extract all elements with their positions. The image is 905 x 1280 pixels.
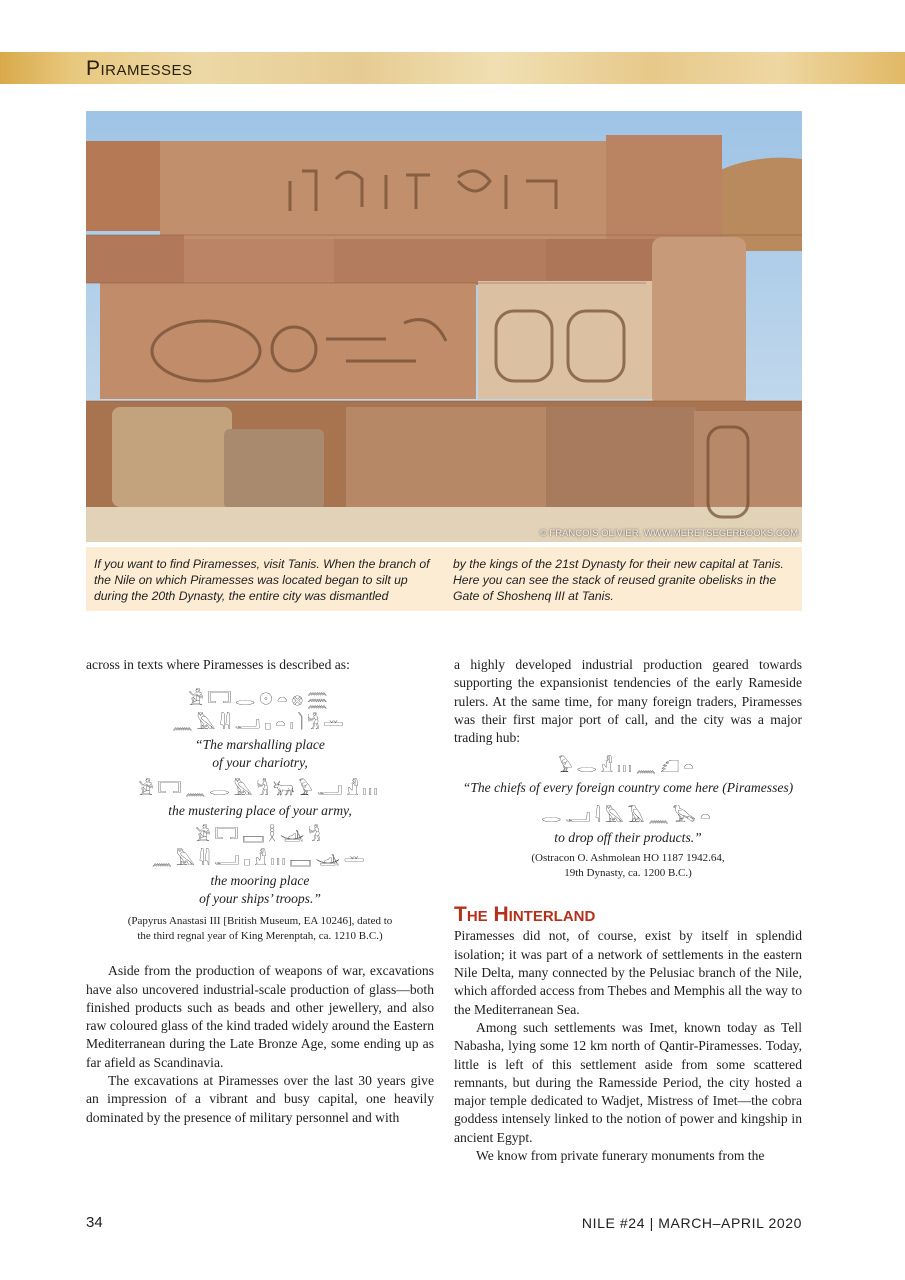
photo-caption [86,547,802,611]
hieroglyph-line-icon: 𓅱𓂋𓀭𓏥𓈖𓆎𓏏 [558,757,698,778]
source-ostracon-line2: 19th Dynasty, ca. 1200 B.C.) [564,867,692,880]
hieroglyph-line-icon: 𓀀𓉐𓂋𓇳𓏏𓊖𓈗 [188,690,332,711]
paragraph-imet: Among such settlements was Imet, known today as Tell Nabasha, lying some 12 km north of Qantir-Piramesses. Today, little is left of this settlement aside from some scattered remnants, but during the Ramesside Period, the city hosted a major temple dedicated to Wadjet, Mistress of Imet—the cobra goddess intensely linked to the notion of power and kingship in ancient Egypt. [454,1019,802,1145]
paragraph-industrial-production: a highly developed industrial production geared towards supporting the expansionist tendencies of the early Rameside rulers. At the same time, for many foreign traders, Piramesses was their first major port of call, and the city was a major trading hub: [454,657,802,746]
hieroglyph-line-icon: 𓈖𓅓𓇌𓂝𓊪𓏏𓏤𓌙𓀜𓏛 [172,714,348,735]
paragraph-isolation: Piramesses did not, of course, exist by itself in splendid isolation; it was part of a network of settlements in the eastern Nile Delta, many connected by the Pelusiac branch of the Nile, which afforded access from Thebes and Memphis all the way to the Mediterranean Sea. [454,928,802,1017]
source-ostracon-line1: (Ostracon O. Ashmolean HO 1187 1942.64, [531,852,725,865]
hieroglyph-line-icon: 𓀀𓉐𓈖𓂋𓅓𓀜𓃒𓅱𓂝𓀭𓏥 [138,780,382,801]
hieroglyph-line-icon: 𓈖𓅓𓇌𓂝𓊪𓀭𓏥𓈙𓊛𓏛 [151,850,369,871]
tanis-photo [86,111,802,542]
source-papyrus-line1: (Papyrus Anastasi III [British Museum, EA 10246], dated to [127,915,393,928]
quote-products: to drop off their products.” [554,830,702,846]
source-papyrus-line2: the third regnal year of King Merenptah, ca. 1210 B.C.) [137,930,383,943]
intro-text: across in texts where Piramesses is described as: [86,657,350,672]
tanis-stone-blocks-image [86,111,802,542]
paragraph-funerary: We know from private funerary monuments from the [476,1148,765,1164]
hieroglyph-line-icon: 𓀀𓉐𓈙𓎛𓊛𓀜 [195,826,325,847]
page-number: 34 [86,1214,103,1231]
quote-chariotry-line2: of your chariotry, [212,755,308,771]
quote-army: the mustering place of your army, [168,803,352,819]
section-heading-hinterland: The Hinterland [454,903,596,927]
right-column [454,656,802,1165]
caption-right: by the kings of the 21st Dynasty for their new capital at Tanis. Here you can see the stack of reused granite obelisks in the Gate of Shoshenq III at Tanis. [453,557,784,603]
hieroglyph-line-icon: 𓂋𓂝𓇋𓅓𓄿𓈖𓅂𓏏 [541,807,715,828]
paragraph-glass-production: Aside from the production of weapons of war, excavations have also uncovered industrial-scale production of glass—both finished products such as beads and other jewellery, and also raw coloured glass of the kind traded widely around the Eastern Mediterranean during the Late Bronze Age, some ending up as far afield as Scandinavia. [86,963,434,1070]
photo-credit: © FRANÇOIS OLIVIER, WWW.MERETSEGERBOOKS.COM [539,528,798,539]
quote-ships-line2: of your ships’ troops.” [199,891,321,907]
quote-foreign-chiefs: “The chiefs of every foreign country come here (Piramesses) [462,780,794,796]
caption-left: If you want to find Piramesses, visit Tanis. When the branch of the Nile on which Piramesses was located began to silt up during the 20th Dynasty, the entire city was dismantled [94,557,430,603]
left-column [86,656,434,1127]
paragraph-excavations: The excavations at Piramesses over the last 30 years give an impression of a vibrant and busy capital, one heavily dominated by the presence of military personnel and with [86,1073,434,1125]
section-title: Piramesses [86,57,193,80]
quote-ships-line1: the mooring place [210,873,310,889]
issue-info: NILE #24 | MARCH–APRIL 2020 [581,1215,802,1231]
quote-chariotry-line1: “The marshalling place [195,737,325,753]
